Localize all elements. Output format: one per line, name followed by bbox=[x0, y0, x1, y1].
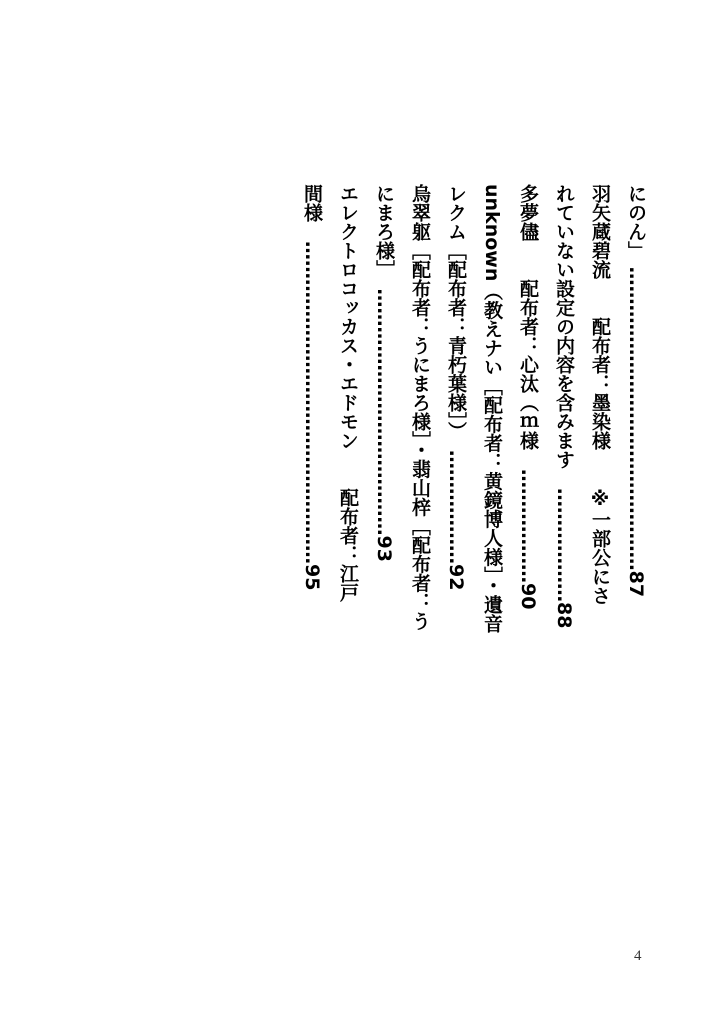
toc-line: にのん」 …………………………………………87 bbox=[625, 184, 647, 598]
toc-line: にまろ様］ …………………………………93 bbox=[373, 184, 395, 562]
toc-line: unknown（教えナい［配布者：黄鏡博人様］・遺音 bbox=[481, 184, 503, 633]
toc-line: エレクトロコッカス・エドモン 配布者：江戸 bbox=[337, 184, 359, 602]
table-of-contents bbox=[294, 184, 654, 633]
toc-line: 羽矢蔵碧流 配布者：墨染様 ※一部公にさ bbox=[589, 184, 611, 605]
toc-line: れていない設定の内容を含みます ………………88 bbox=[553, 184, 575, 629]
toc-line: 多夢儘 配布者：心汰（ｍ様 ………………90 bbox=[517, 184, 539, 610]
toc-line: 間様 ……………………………………………95 bbox=[301, 184, 323, 591]
toc-line: 烏翠躯［配布者：うにまろ様］・翡山梓［配布者：う bbox=[409, 184, 431, 631]
page-number: 4 bbox=[634, 948, 642, 964]
toc-line: レクム［配布者：青朽葉様］） ………………92 bbox=[445, 184, 467, 591]
